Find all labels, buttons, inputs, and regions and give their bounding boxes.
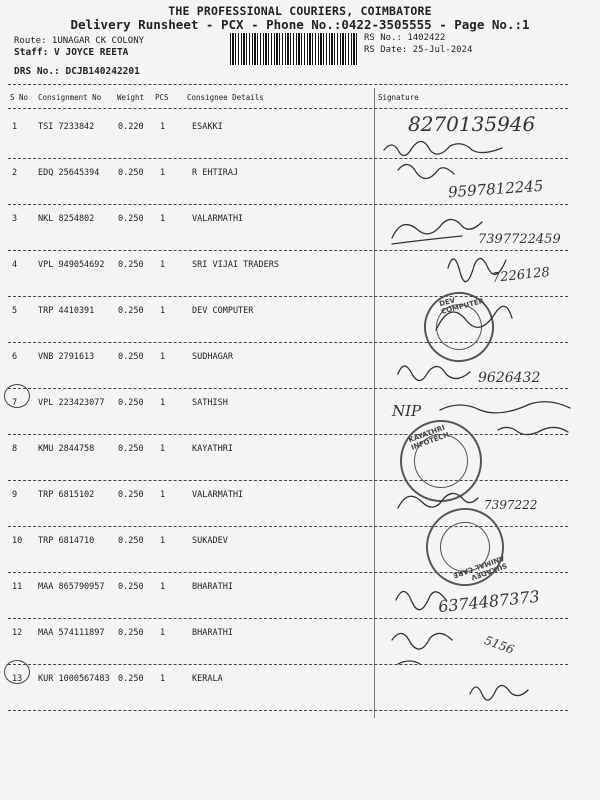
row-weight: 0.250	[118, 444, 144, 454]
row-weight: 0.250	[118, 214, 144, 224]
row-divider	[8, 710, 568, 711]
circle-mark-row13	[4, 660, 30, 684]
route-label: Route: 1UNAGAR CK COLONY	[14, 36, 145, 46]
row-consignment-no: VPL 223423077	[38, 398, 105, 408]
row-pcs: 1	[160, 398, 166, 408]
col-header-consignee: Consignee Details	[187, 93, 264, 102]
signature-nip-row7: NIP	[392, 402, 422, 420]
row-weight: 0.250	[118, 628, 144, 638]
row-sno: 6	[12, 352, 18, 362]
row-consignment-no: TRP 4410391	[38, 306, 95, 316]
row-consignee: SUDHAGAR	[192, 352, 233, 362]
rs-number: RS No.: 1402422	[364, 33, 446, 43]
row-pcs: 1	[160, 214, 166, 224]
col-header-signature: Signature	[378, 93, 419, 102]
signature-scribble-row6	[398, 366, 470, 381]
row-divider	[8, 664, 568, 665]
row-sno: 7	[12, 398, 18, 408]
row-sno: 5	[12, 306, 18, 316]
row-weight: 0.250	[118, 674, 144, 684]
row-sno: 13	[12, 674, 23, 684]
row-consignee: BHARATHI	[192, 582, 233, 592]
row-weight: 0.250	[118, 260, 144, 270]
row-consignee: VALARMATHI	[192, 214, 244, 224]
row-sno: 9	[12, 490, 18, 500]
row-weight: 0.250	[118, 306, 144, 316]
row-pcs: 1	[160, 168, 166, 178]
staff-label: Staff: V JOYCE REETA	[14, 47, 129, 58]
signature-phone-row6: 9626432	[478, 370, 541, 386]
row-weight: 0.220	[118, 122, 144, 132]
row-weight: 0.250	[118, 352, 144, 362]
row-divider	[8, 480, 568, 481]
row-consignee: KAYATHRI	[192, 444, 233, 454]
row-pcs: 1	[160, 444, 166, 454]
row-divider	[8, 158, 568, 159]
row-divider	[8, 434, 568, 435]
row-pcs: 1	[160, 306, 166, 316]
drs-number: DRS No.: DCJB140242201	[14, 66, 140, 77]
row-consignee: SUKADEV	[192, 536, 228, 546]
signature-scribble-row1	[384, 141, 502, 155]
row-sno: 4	[12, 260, 18, 270]
row-sno: 10	[12, 536, 23, 546]
row-consignee: SATHISH	[192, 398, 228, 408]
signature-phone-row12: 5156	[482, 633, 517, 657]
barcode	[230, 33, 358, 65]
row-consignee: BHARATHI	[192, 628, 233, 638]
row-pcs: 1	[160, 122, 166, 132]
company-title: THE PROFESSIONAL COURIERS, COIMBATORE	[168, 4, 432, 18]
sukadev-stamp	[415, 497, 515, 597]
row-consignee: SRI VIJAI TRADERS	[192, 260, 279, 270]
signature-phone-row4: 7226128	[491, 265, 551, 286]
row-pcs: 1	[160, 352, 166, 362]
row-consignee: VALARMATHI	[192, 490, 244, 500]
row-pcs: 1	[160, 260, 166, 270]
signature-scribble-row7	[440, 402, 570, 413]
row-sno: 8	[12, 444, 18, 454]
row-consignee: R EHTIRAJ	[192, 168, 239, 178]
row-consignment-no: KMU 2844758	[38, 444, 95, 454]
signature-phone-row2: 9597812245	[447, 176, 544, 202]
row-sno: 2	[12, 168, 18, 178]
col-header-pcs: PCS	[155, 93, 169, 102]
row-consignment-no: VPL 949054692	[38, 260, 105, 270]
signature-scribble-row12	[392, 633, 452, 664]
row-divider	[8, 250, 568, 251]
row-sno: 1	[12, 122, 18, 132]
row-consignment-no: KUR 1000567483	[38, 674, 110, 684]
col-header-weight: Weight	[117, 93, 145, 102]
circle-mark-row7	[4, 384, 30, 408]
row-weight: 0.250	[118, 536, 144, 546]
row-consignment-no: MAA 574111897	[38, 628, 105, 638]
table-header-divider	[8, 108, 568, 109]
row-pcs: 1	[160, 674, 166, 684]
row-divider	[8, 204, 568, 205]
rs-date: RS Date: 25-Jul-2024	[364, 45, 473, 55]
sukadev-stamp-text: SUKADEV ANIMAL CARE	[451, 553, 508, 582]
header-divider	[8, 84, 568, 85]
row-weight: 0.250	[118, 490, 144, 500]
signature-scribble-row2	[398, 164, 454, 178]
runsheet-subtitle: Delivery Runsheet - PCX - Phone No.:0422-3505555 - Page No.:1	[70, 17, 530, 32]
row-consignment-no: NKL 8254802	[38, 214, 95, 224]
kayathri-stamp	[400, 420, 482, 502]
dev-stamp-text: DEV COMPUTER	[438, 296, 485, 316]
row-divider	[8, 388, 568, 389]
row-consignee: KERALA	[192, 674, 223, 684]
row-consignee: ESAKKI	[192, 122, 223, 132]
signature-phone-row9: 7397222	[484, 498, 538, 512]
row-pcs: 1	[160, 536, 166, 546]
kayathri-stamp-text: KAYATHRI INFOTECH	[407, 423, 451, 452]
row-consignment-no: EDQ 25645394	[38, 168, 100, 178]
row-weight: 0.250	[118, 168, 144, 178]
row-sno: 11	[12, 582, 23, 592]
row-pcs: 1	[160, 582, 166, 592]
row-divider	[8, 618, 568, 619]
row-pcs: 1	[160, 628, 166, 638]
row-consignee: DEV COMPUTER	[192, 306, 254, 316]
row-weight: 0.250	[118, 398, 144, 408]
row-consignment-no: VNB 2791613	[38, 352, 95, 362]
col-header-consignment: Consignment No	[38, 93, 102, 102]
col-header-sno: S No	[10, 93, 29, 102]
signature-scribble-row13	[470, 685, 528, 700]
signature-column-rule	[374, 88, 375, 718]
signature-phone-row1: 8270135946	[408, 112, 536, 136]
row-consignment-no: MAA 865790957	[38, 582, 105, 592]
row-consignment-no: TRP 6815102	[38, 490, 95, 500]
row-sno: 3	[12, 214, 18, 224]
row-consignment-no: TSI 7233842	[38, 122, 95, 132]
signature-scribble-row3	[392, 219, 482, 244]
signature-phone-row11: 6374487373	[437, 586, 541, 617]
row-sno: 12	[12, 628, 23, 638]
signature-phone-row3: 7397722459	[478, 232, 561, 247]
row-consignment-no: TRP 6814710	[38, 536, 95, 546]
row-pcs: 1	[160, 490, 166, 500]
row-weight: 0.250	[118, 582, 144, 592]
